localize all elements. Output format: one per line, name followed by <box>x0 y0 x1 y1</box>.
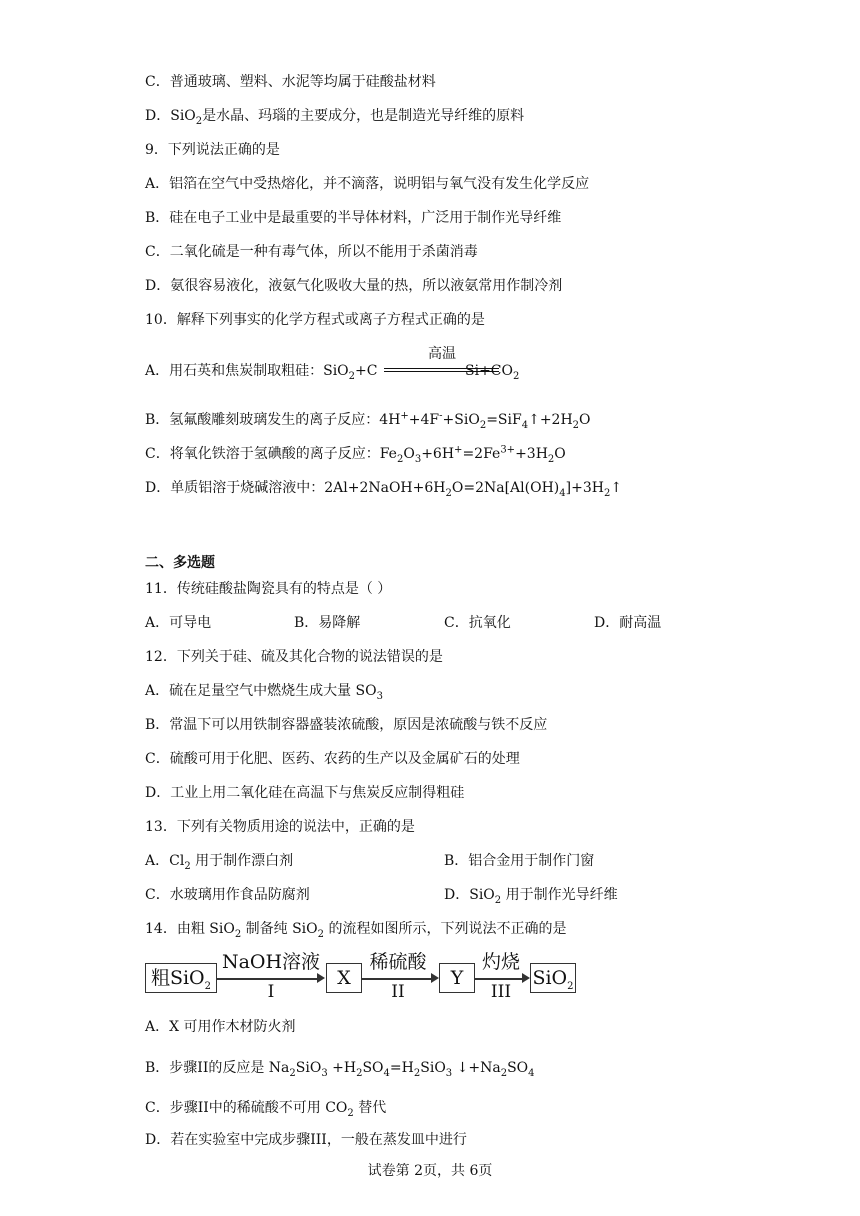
q12-option-b: B．常温下可以用铁制容器盛装浓硫酸，原因是浓硫酸与铁不反应 <box>145 717 548 733</box>
q12-option-c: C．硫酸可用于化肥、医药、农药的生产以及金属矿石的处理 <box>145 751 520 767</box>
q14-option-d: D．若在实验室中完成步骤III，一般在蒸发皿中进行 <box>145 1132 467 1148</box>
q10-stem: 10．解释下列事实的化学方程式或离子方程式正确的是 <box>145 312 485 328</box>
flow-arrow-1 <box>216 978 318 980</box>
q11-option-a: A．可导电 <box>145 615 212 631</box>
q10-option-b: B．氢氟酸雕刻玻璃发生的离子反应：$4H^++4F^-+SiO_2=SiF_4↑+2H_2O$ <box>145 410 591 431</box>
q11-option-d: D．耐高温 <box>594 615 662 631</box>
q14-option-c: C．步骤II中的稀硫酸不可用 $CO_2$ 替代 <box>145 1100 387 1119</box>
q9-option-a: A．铝箔在空气中受热熔化，并不滴落，说明铝与氧气没有发生化学反应 <box>145 176 590 192</box>
flow-y-box: Y <box>439 963 475 993</box>
q13-stem: 13．下列有关物质用途的说法中，正确的是 <box>145 819 415 835</box>
q10-option-a-right: $Si+CO_2$ <box>465 363 520 382</box>
q10-option-d: D．单质铝溶于烧碱溶液中：$2Al+2NaOH+6H_2O=2Na[Al(OH)_4]+3H_2↑$ <box>145 480 623 499</box>
q9-stem: 9．下列说法正确的是 <box>145 142 280 158</box>
flow-arrow-3 <box>474 978 524 980</box>
flow-arrow-3-head <box>522 973 530 983</box>
q9-option-c: C．二氧化硫是一种有毒气体，所以不能用于杀菌消毒 <box>145 244 478 260</box>
q10-option-c: C．将氧化铁溶于氢碘酸的离子反应：$Fe_2O_3+6H^+=2Fe^{3+}+3H_2O$ <box>145 444 566 465</box>
q13-option-c: C．水玻璃用作食品防腐剂 <box>145 887 310 903</box>
q14-stem: 14．由粗 SiO$_2$ 制备纯 SiO$_2$ 的流程如图所示，下列说法不正确的是 <box>145 921 567 940</box>
flow-reagent-3: 灼烧 <box>481 951 520 973</box>
q12-stem: 12．下列关于硅、硫及其化合物的说法错误的是 <box>145 649 443 665</box>
q11-option-c: C．抗氧化 <box>444 615 511 631</box>
flow-step-2: II <box>391 982 405 1002</box>
q14-option-a: A．X 可用作木材防火剂 <box>145 1019 296 1035</box>
flow-reagent-2: 稀硫酸 <box>369 951 427 973</box>
q12-option-a: A．硫在足量空气中燃烧生成大量 $SO_3$ <box>145 683 384 702</box>
q13-option-a: A．$Cl_2$ 用于制作漂白剂 <box>145 853 294 872</box>
q13-option-b: B．铝合金用于制作门窗 <box>444 853 595 869</box>
q9-option-d: D．氨很容易液化，液氨气化吸收大量的热，所以液氨常用作制冷剂 <box>145 278 563 294</box>
process-flow-diagram <box>145 951 575 1002</box>
flow-end-box: SiO$_2$ <box>530 963 576 993</box>
q14-option-b: B．步骤II的反应是 $Na_2SiO_3 +H_2SO_4=H_2SiO_3$ $↓+Na_2SO_4$ <box>145 1060 535 1079</box>
q9-option-b: B．硅在电子工业中是最重要的半导体材料，广泛用于制作光导纤维 <box>145 210 562 226</box>
q10-option-a-left: A．用石英和焦炭制取粗硅：SiO$_2$+C <box>145 363 378 382</box>
reaction-condition: 高温 <box>428 346 456 362</box>
flow-reagent-1: NaOH溶液 <box>221 951 321 973</box>
page-footer: 试卷第 2页，共 6页 <box>367 1163 493 1179</box>
flow-start-box: 粗SiO$_2$ <box>145 963 217 993</box>
q8-option-d: D．SiO$_2$是水晶、玛瑙的主要成分，也是制造光导纤维的原料 <box>145 108 525 127</box>
flow-arrow-1-head <box>317 973 325 983</box>
q11-stem: 11．传统硅酸盐陶瓷具有的特点是（ ） <box>145 581 392 597</box>
flow-arrow-2-head <box>431 973 439 983</box>
q12-option-d: D．工业上用二氧化硅在高温下与焦炭反应制得粗硅 <box>145 785 465 801</box>
flow-step-3: III <box>490 982 512 1002</box>
q8-option-c: C．普通玻璃、塑料、水泥等均属于硅酸盐材料 <box>145 74 436 90</box>
q13-option-d: D．SiO$_2$ 用于制作光导纤维 <box>444 887 618 906</box>
flow-step-1: I <box>267 982 275 1002</box>
flow-arrow-2 <box>361 978 433 980</box>
flow-x-box: X <box>326 963 362 993</box>
q11-option-b: B．易降解 <box>294 615 361 631</box>
section-heading: 二、多选题 <box>145 555 215 571</box>
